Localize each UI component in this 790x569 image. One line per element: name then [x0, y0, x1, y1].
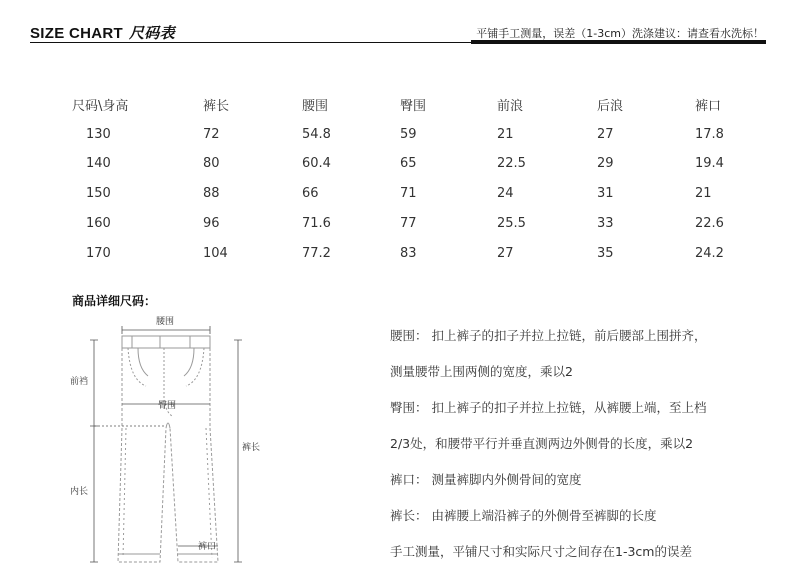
- table-cell: 27: [597, 127, 614, 142]
- table-cell: 59: [400, 127, 417, 142]
- detail-title: 商品详细尺码：: [72, 294, 157, 308]
- table-cell: 60.4: [302, 156, 331, 171]
- title-cn: 尺码表: [129, 25, 175, 42]
- table-cell: 17.8: [695, 127, 724, 142]
- table-cell: 19.4: [695, 156, 724, 171]
- description-line: 测量腰带上围两侧的宽度，乘以2: [390, 364, 573, 379]
- title-en: SIZE CHART: [30, 25, 123, 42]
- table-cell: 160: [86, 216, 111, 231]
- table-header-cell: 前浪: [497, 99, 524, 114]
- table-header-cell: 裤口: [695, 99, 722, 114]
- description-line: 手工测量，平铺尺寸和实际尺寸之间存在1-3cm的误差: [390, 544, 692, 559]
- description-line: 裤口： 测量裤脚内外侧骨间的宽度: [390, 472, 582, 487]
- table-cell: 83: [400, 246, 417, 261]
- table-cell: 24: [497, 186, 514, 201]
- table-cell: 66: [302, 186, 319, 201]
- header-divider-thick: [471, 40, 766, 44]
- waist-label: 腰围: [156, 317, 175, 327]
- inseam-label: 内长: [70, 487, 89, 497]
- table-cell: 24.2: [695, 246, 724, 261]
- table-cell: 31: [597, 186, 614, 201]
- table-cell: 33: [597, 216, 614, 231]
- header: [0, 0, 790, 48]
- table-cell: 72: [203, 127, 220, 142]
- table-cell: 71.6: [302, 216, 331, 231]
- table-cell: 21: [497, 127, 514, 142]
- table-cell: 170: [86, 246, 111, 261]
- description-line: 裤长： 由裤腰上端沿裤子的外侧骨至裤脚的长度: [390, 508, 657, 523]
- hip-label: 臀围: [158, 401, 177, 411]
- table-cell: 88: [203, 186, 220, 201]
- table-cell: 27: [497, 246, 514, 261]
- length-label: 裤长: [242, 443, 261, 453]
- table-cell: 25.5: [497, 216, 526, 231]
- table-cell: 54.8: [302, 127, 331, 142]
- table-cell: 71: [400, 186, 417, 201]
- hem-label: 裤口: [198, 542, 217, 552]
- table-cell: 104: [203, 246, 228, 261]
- table-cell: 22.5: [497, 156, 526, 171]
- pants-diagram: [60, 308, 280, 569]
- table-header-cell: 臀围: [400, 99, 427, 114]
- table-cell: 150: [86, 186, 111, 201]
- table-header-cell: 腰围: [302, 99, 329, 114]
- measurement-note: 平铺手工测量，误差（1-3cm）洗涤建议：请查看水洗标！: [476, 27, 764, 40]
- table-header-cell: 后浪: [597, 99, 624, 114]
- table-header-cell: 裤长: [203, 99, 230, 114]
- table-cell: 130: [86, 127, 111, 142]
- table-cell: 77: [400, 216, 417, 231]
- table-cell: 80: [203, 156, 220, 171]
- table-cell: 96: [203, 216, 220, 231]
- table-cell: 35: [597, 246, 614, 261]
- page-title: [30, 22, 175, 43]
- description-line: 腰围： 扣上裤子的扣子并拉上拉链，前后腰部上围拼齐，: [390, 328, 707, 343]
- table-cell: 140: [86, 156, 111, 171]
- table-cell: 21: [695, 186, 712, 201]
- table-cell: 77.2: [302, 246, 331, 261]
- table-cell: 65: [400, 156, 417, 171]
- table-header-cell: 尺码\身高: [72, 99, 129, 114]
- table-cell: 29: [597, 156, 614, 171]
- header-divider-thin: [30, 42, 471, 43]
- front-rise-label: 前裆: [70, 377, 89, 387]
- table-cell: 22.6: [695, 216, 724, 231]
- description-line: 2/3处，和腰带平行并垂直测两边外侧骨的长度，乘以2: [390, 436, 694, 451]
- description-line: 臀围： 扣上裤子的扣子并拉上拉链，从裤腰上端，至上档: [390, 400, 707, 415]
